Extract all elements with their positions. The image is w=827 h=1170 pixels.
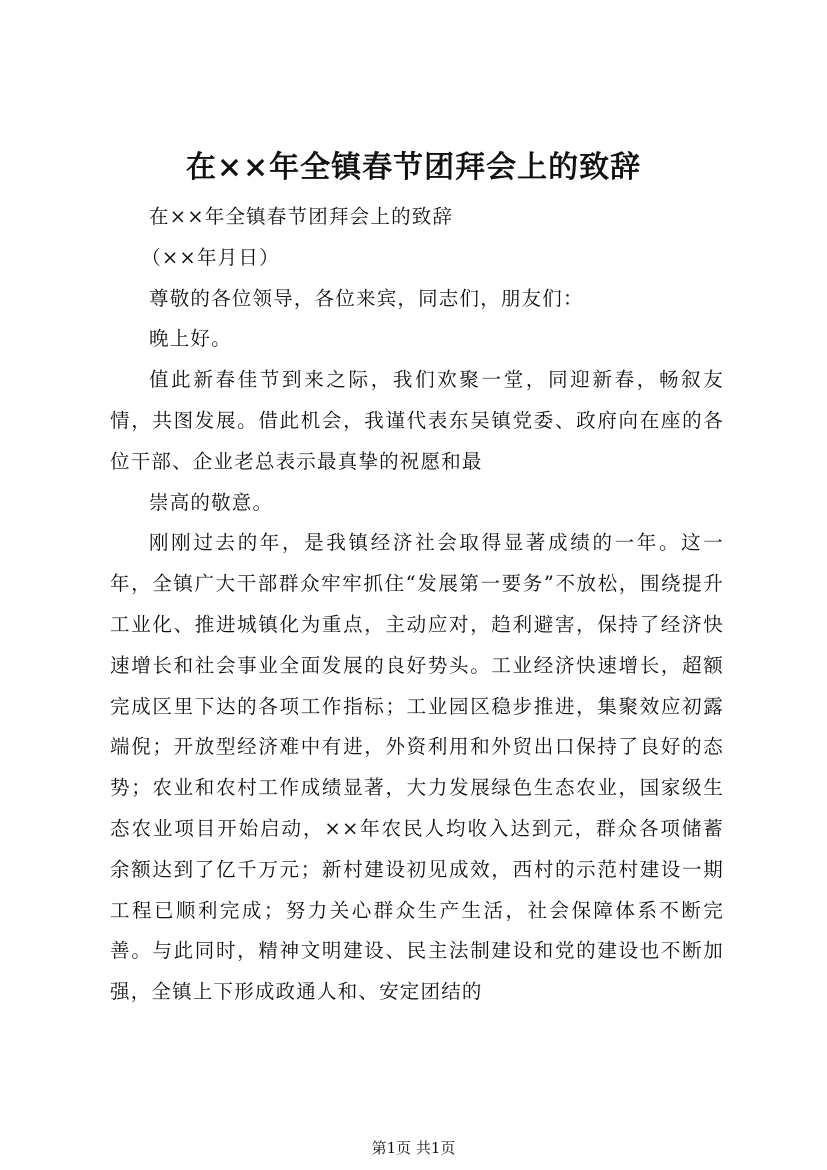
document-body: [110, 197, 724, 1013]
document-title: 在××年全镇春节团拜会上的致辞: [185, 150, 642, 185]
paragraph-intro: 值此新春佳节到来之际，我们欢聚一堂，同迎新春，畅叙友情，共图发展。借此机会，我谨代表东吴镇党委、政府向在座的各位干部、企业老总表示最真挚的祝愿和最: [110, 368, 724, 473]
page-footer: 第1页 共1页: [371, 1139, 456, 1157]
paragraph-greeting: 晚上好。: [149, 327, 232, 351]
paragraph-review: 刚刚过去的年，是我镇经济社会取得显著成绩的一年。这一年，全镇广大干部群众牢牢抓住“发展第一要务”不放松，围绕提升工业化、推进城镇化为重点，主动应对，趋利避害，保持了经济快速增长和社会事业全面发展的良好势头。工业经济快速增长，超额完成区里下达的各项工作指标；工业园区稳步推进，集聚效应初露端倪；开放型经济难中有进，外资利用和外贸出口保持了良好的态势；农业和农村工作成绩显著，大力发展绿色生态农业，国家级生态农业项目开始启动，××年农民人均收入达到元，群众各项储蓄余额达到了亿千万元；新村建设初见成效，西村的示范村建设一期工程已顺利完成；努力关心群众生产生活，社会保障体系不断完善。与此同时，精神文明建设、民主法制建设和党的建设也不断加强，全镇上下形成政通人和、安定团结的: [110, 531, 724, 1004]
paragraph-date: （××年月日）: [141, 245, 280, 269]
paragraph-salutation: 尊敬的各位领导，各位来宾，同志们，朋友们：: [149, 286, 584, 310]
paragraph-respect: 崇高的敬意。: [149, 490, 274, 514]
paragraph-heading: 在××年全镇春节团拜会上的致辞: [149, 205, 454, 228]
